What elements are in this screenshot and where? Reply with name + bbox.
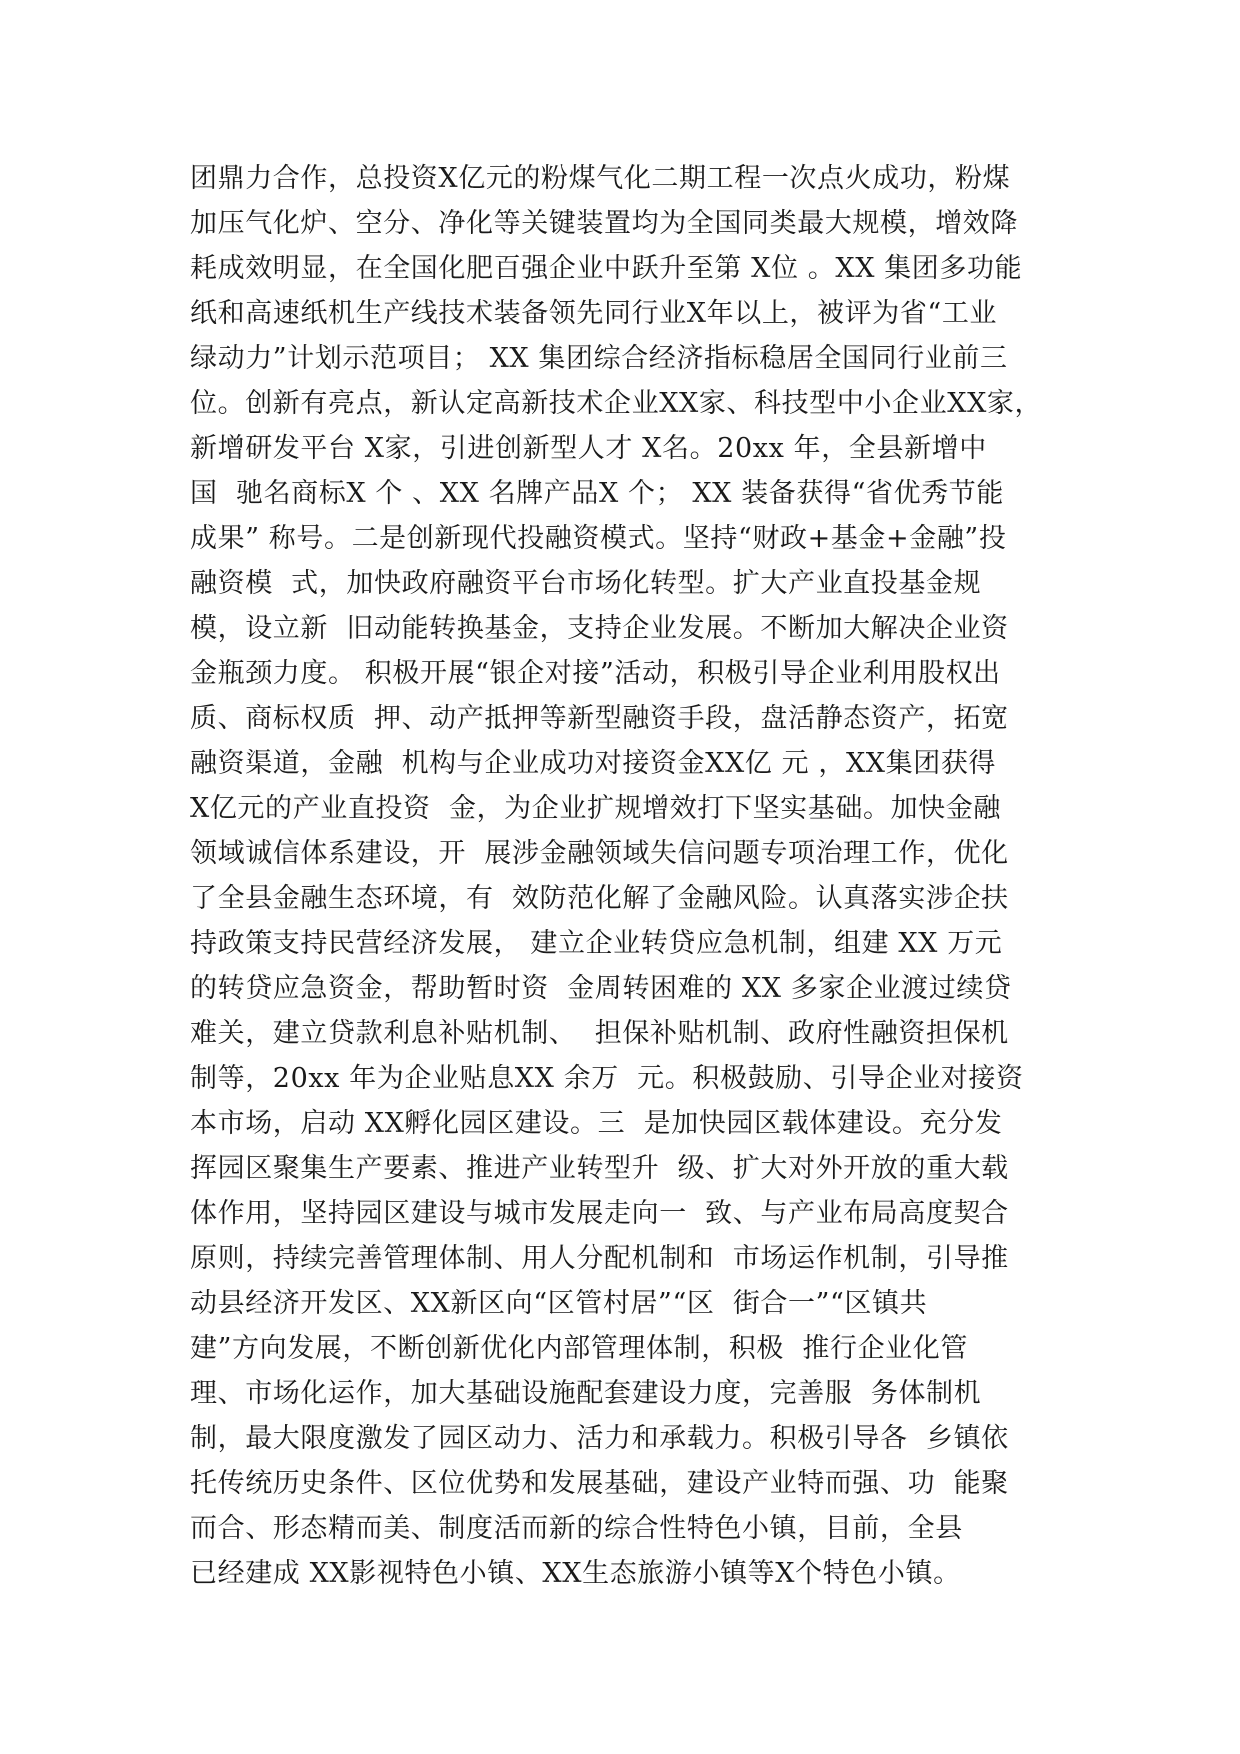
text-line: 融资模 式，加快政府融资平台市场化转型。扩大产业直投基金规 <box>190 568 982 599</box>
text-line: 挥园区聚集生产要素、推进产业转型升 级、扩大对外开放的重大载 <box>190 1153 1009 1184</box>
text-line: 融资渠道，金融 机构与企业成功对接资金XX亿 元 ，XX集团获得 <box>190 748 997 779</box>
text-line: 位。创新有亮点，新认定高新技术企业XX家、科技型中小企业XX家， <box>190 388 1043 419</box>
text-line: 而合、形态精而美、制度活而新的综合性特色小镇，目前，全县 <box>190 1513 963 1544</box>
text-line: 制，最大限度激发了园区动力、活力和承载力。积极引导各 乡镇依 <box>190 1423 1009 1454</box>
text-line: 的转贷应急资金，帮助暂时资 金周转困难的 XX 多家企业渡过续贷 <box>190 973 1012 1004</box>
text-line: 原则，持续完善管理体制、用人分配机制和 市场运作机制，引导推 <box>190 1243 1009 1274</box>
text-line: 纸和高速纸机生产线技术装备领先同行业X年以上，被评为省“工业 <box>190 298 998 329</box>
text-line: 制等，20xx 年为企业贴息XX 余万 元。积极鼓励、引导企业对接资 <box>190 1063 1024 1094</box>
text-line: 理、市场化运作，加大基础设施配套建设力度，完善服 务体制机 <box>190 1378 982 1409</box>
text-line: 动县经济开发区、XX新区向“区管村居”“区 街合一”“区镇共 <box>190 1288 928 1319</box>
text-line: 新增研发平台 X家，引进创新型人才 X名。20xx 年，全县新增中 <box>190 433 987 464</box>
text-line: 已经建成 XX影视特色小镇、XX生态旅游小镇等X个特色小镇。 <box>190 1558 961 1589</box>
text-line: 绿动力”计划示范项目； XX 集团综合经济指标稳居全国同行业前三 <box>190 343 1008 374</box>
text-line: 持政策支持民营经济发展， 建立企业转贷应急机制，组建 XX 万元 <box>190 928 1003 959</box>
text-line: 团鼎力合作，总投资X亿元的粉煤气化二期工程一次点火成功，粉煤 <box>190 163 1011 194</box>
text-line: 成果” 称号。二是创新现代投融资模式。坚持“财政+基金+金融”投 <box>190 523 1007 554</box>
text-line: 耗成效明显，在全国化肥百强企业中跃升至第 X位 。XX 集团多功能 <box>190 253 1023 284</box>
text-line: 加压气化炉、空分、净化等关键装置均为全国同类最大规模，增效降 <box>190 208 1018 239</box>
text-line: 难关，建立贷款利息补贴机制、 担保补贴机制、政府性融资担保机 <box>190 1018 1009 1049</box>
text-line: 国 驰名商标X 个 、XX 名牌产品X 个； XX 装备获得“省优秀节能 <box>190 478 1004 509</box>
body-paragraph <box>190 156 1070 1596</box>
text-line: 本市场，启动 XX孵化园区建设。三 是加快园区载体建设。充分发 <box>190 1108 1003 1139</box>
text-line: X亿元的产业直投资 金，为企业扩规增效打下坚实基础。加快金融 <box>190 793 1001 824</box>
text-line: 质、商标权质 押、动产抵押等新型融资手段，盘活静态资产，拓宽 <box>190 703 1009 734</box>
text-line: 托传统历史条件、区位优势和发展基础，建设产业特而强、功 能聚 <box>190 1468 1009 1499</box>
text-line: 金瓶颈力度。 积极开展“银企对接”活动，积极引导企业利用股权出 <box>190 658 1001 689</box>
text-line: 了全县金融生态环境，有 效防范化解了金融风险。认真落实涉企扶 <box>190 883 1009 914</box>
text-line: 体作用，坚持园区建设与城市发展走向一 致、与产业布局高度契合 <box>190 1198 1009 1229</box>
text-line: 模，设立新 旧动能转换基金，支持企业发展。不断加大解决企业资 <box>190 613 1009 644</box>
text-line: 建”方向发展，不断创新优化内部管理体制，积极 推行企业化管 <box>190 1333 968 1364</box>
text-line: 领域诚信体系建设，开 展涉金融领域失信问题专项治理工作，优化 <box>190 838 1009 869</box>
